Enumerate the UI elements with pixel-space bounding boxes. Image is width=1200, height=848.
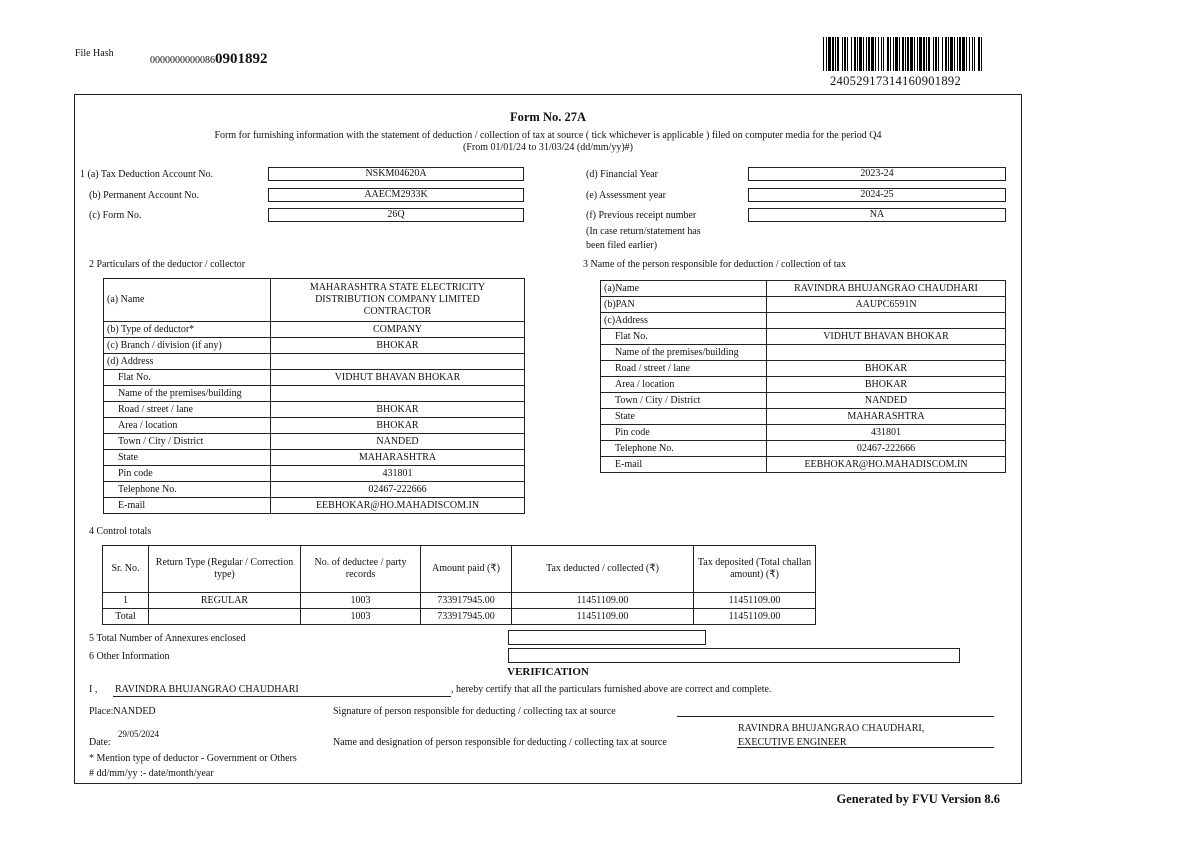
resp-tel: 02467-222666: [767, 441, 1006, 457]
resp-tel-label: Telephone No.: [601, 441, 767, 457]
col-tax-deducted: Tax deducted / collected (₹): [512, 546, 694, 593]
control-totals-table: [102, 545, 816, 625]
resp-pan-label: (b)PAN: [601, 297, 767, 313]
col-deductee-records: No. of deductee / party records: [301, 546, 421, 593]
file-hash-prefix: 0000000000086: [150, 55, 215, 66]
col-tax-deposited: Tax deposited (Total challan amount) (₹): [694, 546, 816, 593]
col-amount-paid: Amount paid (₹): [421, 546, 512, 593]
signature-label: Signature of person responsible for deducting / collecting tax at source: [333, 706, 616, 717]
cell: REGULAR: [149, 593, 301, 609]
date-label: Date:: [89, 737, 111, 748]
table-row: [601, 281, 1006, 297]
cell: 11451109.00: [694, 593, 816, 609]
resp-pin-label: Pin code: [601, 425, 767, 441]
deductor-type: COMPANY: [271, 322, 525, 338]
prev-receipt-label: (f) Previous receipt number: [586, 210, 697, 221]
file-hash-suffix: 0901892: [215, 51, 268, 67]
deductor-state-label: State: [104, 450, 271, 466]
deductor-branch-label: (c) Branch / division (if any): [104, 338, 271, 354]
cell: 733917945.00: [421, 593, 512, 609]
table-row: [104, 338, 525, 354]
designation-line: [737, 747, 994, 748]
deductor-town-label: Town / City / District: [104, 434, 271, 450]
col-return-type: Return Type (Regular / Correction type): [149, 546, 301, 593]
annexures-field: [508, 630, 706, 645]
fy-label: (d) Financial Year: [586, 169, 658, 180]
file-hash-label: File Hash: [75, 48, 114, 59]
verification-name-underline: [113, 696, 451, 697]
other-info-label: 6 Other Information: [89, 651, 170, 662]
form-subtitle: [74, 130, 1022, 154]
resp-email-label: E-mail: [601, 457, 767, 473]
deductor-premises-label: Name of the premises/building: [104, 386, 271, 402]
table-row: [104, 354, 525, 370]
table-row: [104, 434, 525, 450]
table-row: [601, 297, 1006, 313]
deductor-flat: VIDHUT BHAVAN BHOKAR: [271, 370, 525, 386]
tan-label: 1 (a) Tax Deduction Account No.: [80, 169, 213, 180]
deductor-road: BHOKAR: [271, 402, 525, 418]
table-row: [104, 482, 525, 498]
pan-label: (b) Permanent Account No.: [89, 190, 199, 201]
resp-email: EEBHOKAR@HO.MAHADISCOM.IN: [767, 457, 1006, 473]
col-sr-no: Sr. No.: [103, 546, 149, 593]
deductor-name-line-3: CONTRACTOR: [363, 306, 432, 317]
resp-name: RAVINDRA BHUJANGRAO CHAUDHARI: [767, 281, 1006, 297]
verification-heading: VERIFICATION: [507, 666, 589, 678]
deductor-premises: [271, 386, 525, 402]
deductor-tel: 02467-222666: [271, 482, 525, 498]
table-row: [104, 370, 525, 386]
prev-note-1: (In case return/statement has: [586, 226, 701, 237]
deductor-pin: 431801: [271, 466, 525, 482]
table-row: [104, 498, 525, 514]
deductor-pin-label: Pin code: [104, 466, 271, 482]
table-row: [601, 425, 1006, 441]
deductor-heading: 2 Particulars of the deductor / collector: [89, 259, 246, 270]
cell: 1003: [301, 593, 421, 609]
resp-road-label: Road / street / lane: [601, 361, 767, 377]
other-info-field: [508, 648, 960, 663]
resp-flat: VIDHUT BHAVAN BHOKAR: [767, 329, 1006, 345]
resp-address-blank: [767, 313, 1006, 329]
deductor-name: [271, 279, 525, 322]
table-row: [103, 593, 816, 609]
deductor-town: NANDED: [271, 434, 525, 450]
table-row: [104, 386, 525, 402]
resp-town: NANDED: [767, 393, 1006, 409]
deductor-area-label: Area / location: [104, 418, 271, 434]
control-totals-heading: 4 Control totals: [89, 526, 152, 537]
annexures-label: 5 Total Number of Annexures enclosed: [89, 633, 246, 644]
cell: 733917945.00: [421, 609, 512, 625]
table-row: [104, 322, 525, 338]
deductor-state: MAHARASHTRA: [271, 450, 525, 466]
cell: 11451109.00: [512, 593, 694, 609]
note-date-format: # dd/mm/yy :- date/month/year: [89, 768, 214, 779]
resp-pan: AAUPC6591N: [767, 297, 1006, 313]
deductor-name-line-2: DISTRIBUTION COMPANY LIMITED: [315, 294, 480, 305]
resp-premises: [767, 345, 1006, 361]
cell: 11451109.00: [512, 609, 694, 625]
table-row: [104, 279, 525, 322]
cell: Total: [103, 609, 149, 625]
designation-name: RAVINDRA BHUJANGRAO CHAUDHARI,: [738, 723, 925, 734]
table-row: [601, 361, 1006, 377]
verification-i: I ,: [89, 684, 98, 695]
table-row: [104, 418, 525, 434]
subtitle-line-2: (From 01/01/24 to 31/03/24 (dd/mm/yy)#): [463, 142, 633, 153]
pan-field: AAECM2933K: [268, 188, 524, 202]
resp-address-label: (c)Address: [601, 313, 767, 329]
deductor-road-label: Road / street / lane: [104, 402, 271, 418]
resp-state-label: State: [601, 409, 767, 425]
ay-field: 2024-25: [748, 188, 1006, 202]
table-row: [601, 377, 1006, 393]
fvu-version-footer: Generated by FVU Version 8.6: [836, 792, 1000, 806]
deductor-table: [103, 278, 525, 514]
resp-name-label: (a)Name: [601, 281, 767, 297]
barcode-image: [823, 37, 983, 71]
table-row: [104, 402, 525, 418]
deductor-name-line-1: MAHARASHTRA STATE ELECTRICITY: [309, 282, 486, 293]
deductor-email-label: E-mail: [104, 498, 271, 514]
place: Place:NANDED: [89, 706, 156, 717]
prev-note-2: been filed earlier): [586, 240, 658, 251]
form-title: Form No. 27A: [509, 110, 587, 124]
deductor-name-label: (a) Name: [104, 279, 271, 322]
resp-road: BHOKAR: [767, 361, 1006, 377]
designation-label: Name and designation of person responsible for deducting / collecting tax at source: [333, 737, 667, 748]
certify-text: , hereby certify that all the particulars furnished above are correct and complete.: [451, 684, 772, 695]
table-row: [601, 345, 1006, 361]
cell: 1003: [301, 609, 421, 625]
prev-receipt-field: NA: [748, 208, 1006, 222]
table-row: [601, 393, 1006, 409]
table-header-row: [103, 546, 816, 593]
form-no-label: (c) Form No.: [89, 210, 142, 221]
deductor-address-label: (d) Address: [104, 354, 271, 370]
deductor-type-label: (b) Type of deductor*: [104, 322, 271, 338]
date-value: 29/05/2024: [118, 729, 160, 739]
verification-name: RAVINDRA BHUJANGRAO CHAUDHARI: [115, 684, 299, 695]
form-no-field: 26Q: [268, 208, 524, 222]
resp-area-label: Area / location: [601, 377, 767, 393]
subtitle-line-1: Form for furnishing information with the statement of deduction / collection of tax at source ( tick whichever is applicable ) filed on computer media for the period Q4: [214, 130, 882, 141]
note-deductor-type: * Mention type of deductor - Government or Others: [89, 753, 297, 764]
table-row: [103, 609, 816, 625]
resp-premises-label: Name of the premises/building: [601, 345, 767, 361]
table-row: [601, 441, 1006, 457]
table-row: [601, 409, 1006, 425]
deductor-flat-label: Flat No.: [104, 370, 271, 386]
barcode-number: 24052917314160901892: [830, 74, 961, 88]
deductor-tel-label: Telephone No.: [104, 482, 271, 498]
resp-state: MAHARASHTRA: [767, 409, 1006, 425]
cell: 11451109.00: [694, 609, 816, 625]
resp-town-label: Town / City / District: [601, 393, 767, 409]
table-row: [104, 450, 525, 466]
tan-field: NSKM04620A: [268, 167, 524, 181]
file-hash-value: [150, 51, 268, 68]
deductor-branch: BHOKAR: [271, 338, 525, 354]
table-row: [104, 466, 525, 482]
signature-line: [677, 716, 994, 717]
table-row: [601, 457, 1006, 473]
responsible-table: [600, 280, 1006, 473]
table-row: [601, 329, 1006, 345]
cell: 1: [103, 593, 149, 609]
ay-label: (e) Assessment year: [586, 190, 666, 201]
resp-pin: 431801: [767, 425, 1006, 441]
resp-area: BHOKAR: [767, 377, 1006, 393]
cell: [149, 609, 301, 625]
resp-flat-label: Flat No.: [601, 329, 767, 345]
deductor-address-blank: [271, 354, 525, 370]
deductor-email: EEBHOKAR@HO.MAHADISCOM.IN: [271, 498, 525, 514]
fy-field: 2023-24: [748, 167, 1006, 181]
designation-title: EXECUTIVE ENGINEER: [738, 737, 847, 748]
table-row: [601, 313, 1006, 329]
deductor-area: BHOKAR: [271, 418, 525, 434]
responsible-heading: 3 Name of the person responsible for deduction / collection of tax: [583, 259, 846, 270]
